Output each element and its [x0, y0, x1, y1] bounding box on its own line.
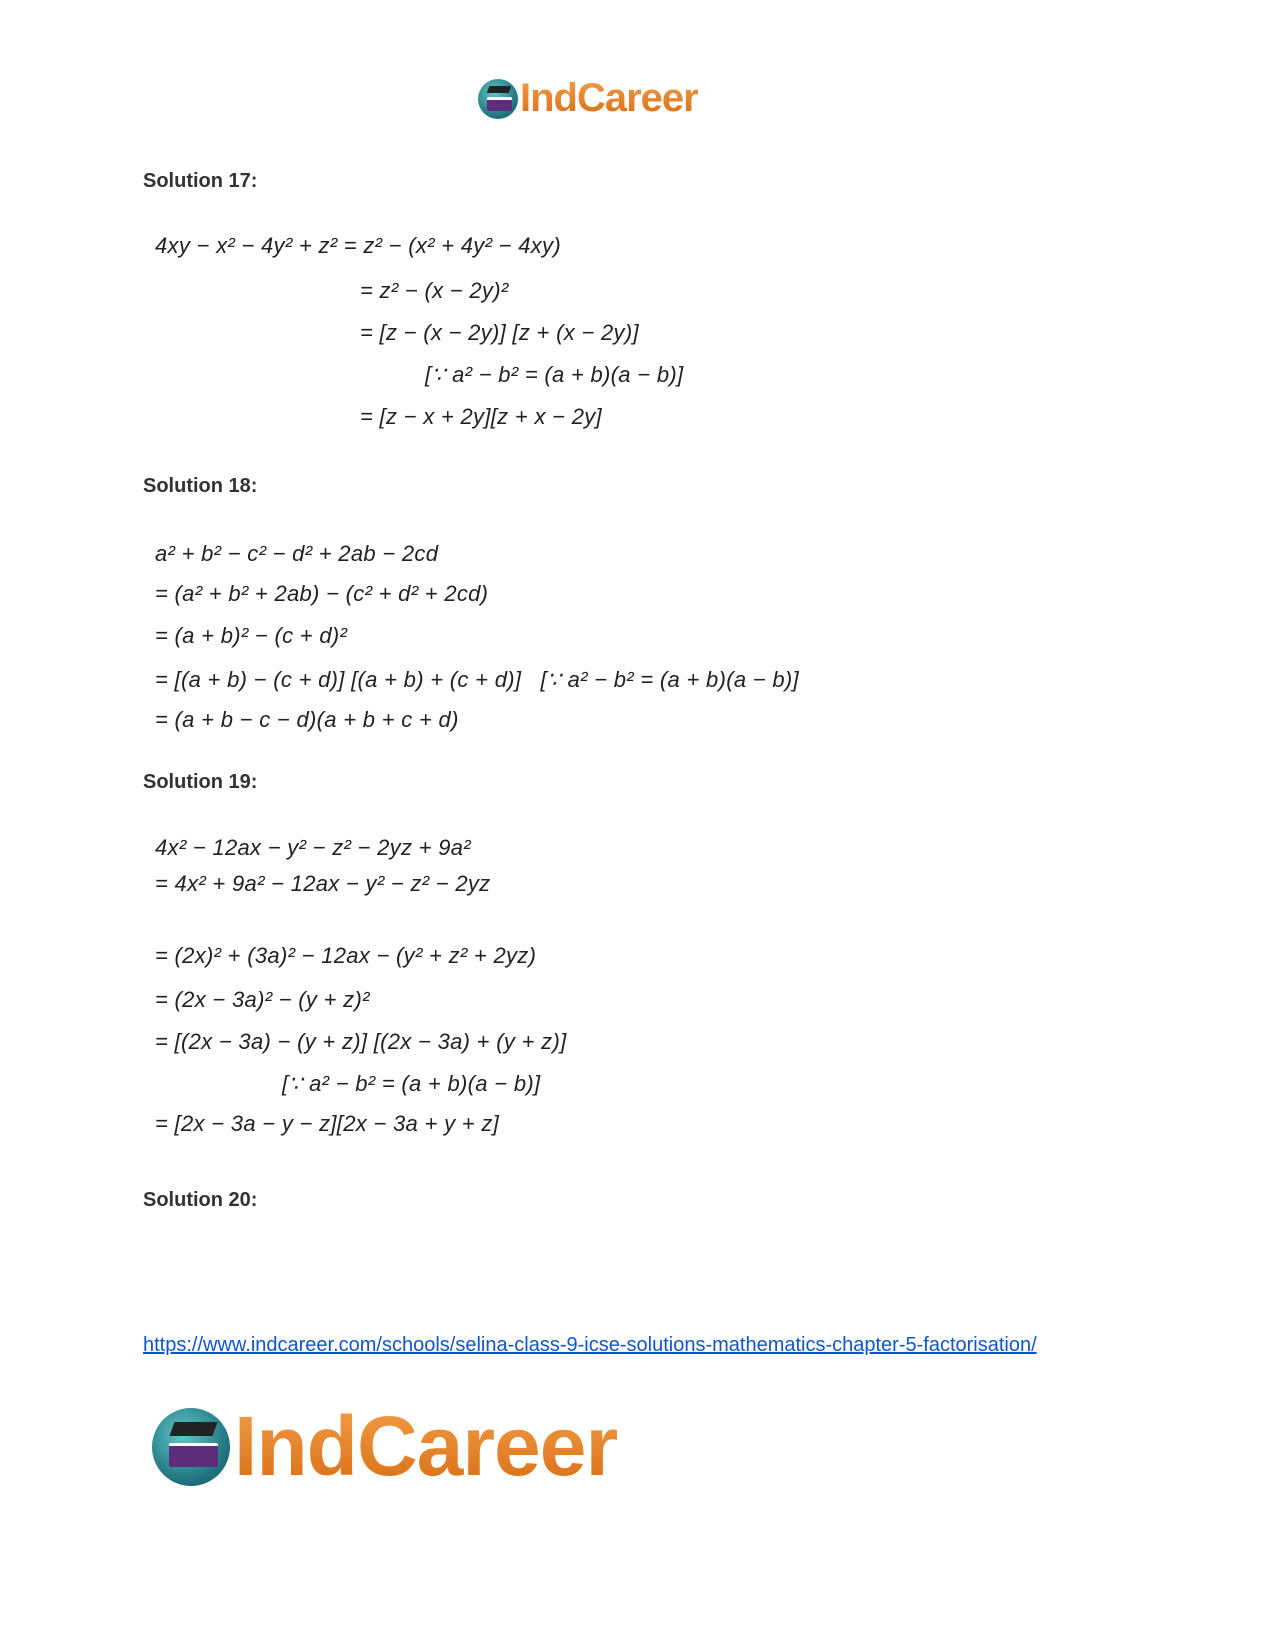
graduation-cap-book-icon	[478, 79, 518, 119]
equation-line: = 4x² + 9a² − 12ax − y² − z² − 2yz	[155, 871, 491, 896]
equation-line: 4xy − x² − 4y² + z² = z² − (x² + 4y² − 4xy)	[155, 233, 561, 258]
indcareer-logo-footer	[152, 1398, 617, 1495]
solution-heading: Solution 20:	[143, 1189, 258, 1211]
equation-line: [∵ a² − b² = (a + b)(a − b)]	[282, 1071, 541, 1096]
equation-line: = z² − (x − 2y)²	[360, 278, 509, 303]
graduation-cap-book-icon	[152, 1408, 230, 1486]
equation-line: = [(a + b) − (c + d)] [(a + b) + (c + d)] [∵ a² − b² = (a + b)(a − b)]	[155, 667, 799, 692]
solution-heading: Solution 17:	[143, 170, 258, 192]
indcareer-logo-header	[478, 76, 698, 121]
equation-line: = [2x − 3a − y − z][2x − 3a + y + z]	[155, 1111, 500, 1136]
equation-line: a² + b² − c² − d² + 2ab − 2cd	[155, 541, 439, 566]
solution-heading: Solution 18:	[143, 475, 258, 497]
equation-line: 4x² − 12ax − y² − z² − 2yz + 9a²	[155, 835, 471, 860]
equation-line: = (a + b − c − d)(a + b + c + d)	[155, 707, 459, 732]
source-link[interactable]: https://www.indcareer.com/schools/selina-class-9-icse-solutions-mathematics-chapter-5-factorisation/	[143, 1334, 1037, 1356]
solution-heading: Solution 19:	[143, 771, 258, 793]
equation-line: = [(2x − 3a) − (y + z)] [(2x − 3a) + (y + z)]	[155, 1029, 567, 1054]
equation-line: [∵ a² − b² = (a + b)(a − b)]	[425, 362, 684, 387]
equation-line: = (a + b)² − (c + d)²	[155, 623, 348, 648]
equation-line: = [z − x + 2y][z + x − 2y]	[360, 404, 602, 429]
equation-line: = (2x − 3a)² − (y + z)²	[155, 987, 370, 1012]
equation-line: = (a² + b² + 2ab) − (c² + d² + 2cd)	[155, 581, 489, 606]
equation-line: = (2x)² + (3a)² − 12ax − (y² + z² + 2yz)	[155, 943, 537, 968]
equation-line: = [z − (x − 2y)] [z + (x − 2y)]	[360, 320, 639, 345]
logo-text: IndCareer	[520, 76, 698, 120]
logo-text: IndCareer	[234, 1399, 618, 1493]
